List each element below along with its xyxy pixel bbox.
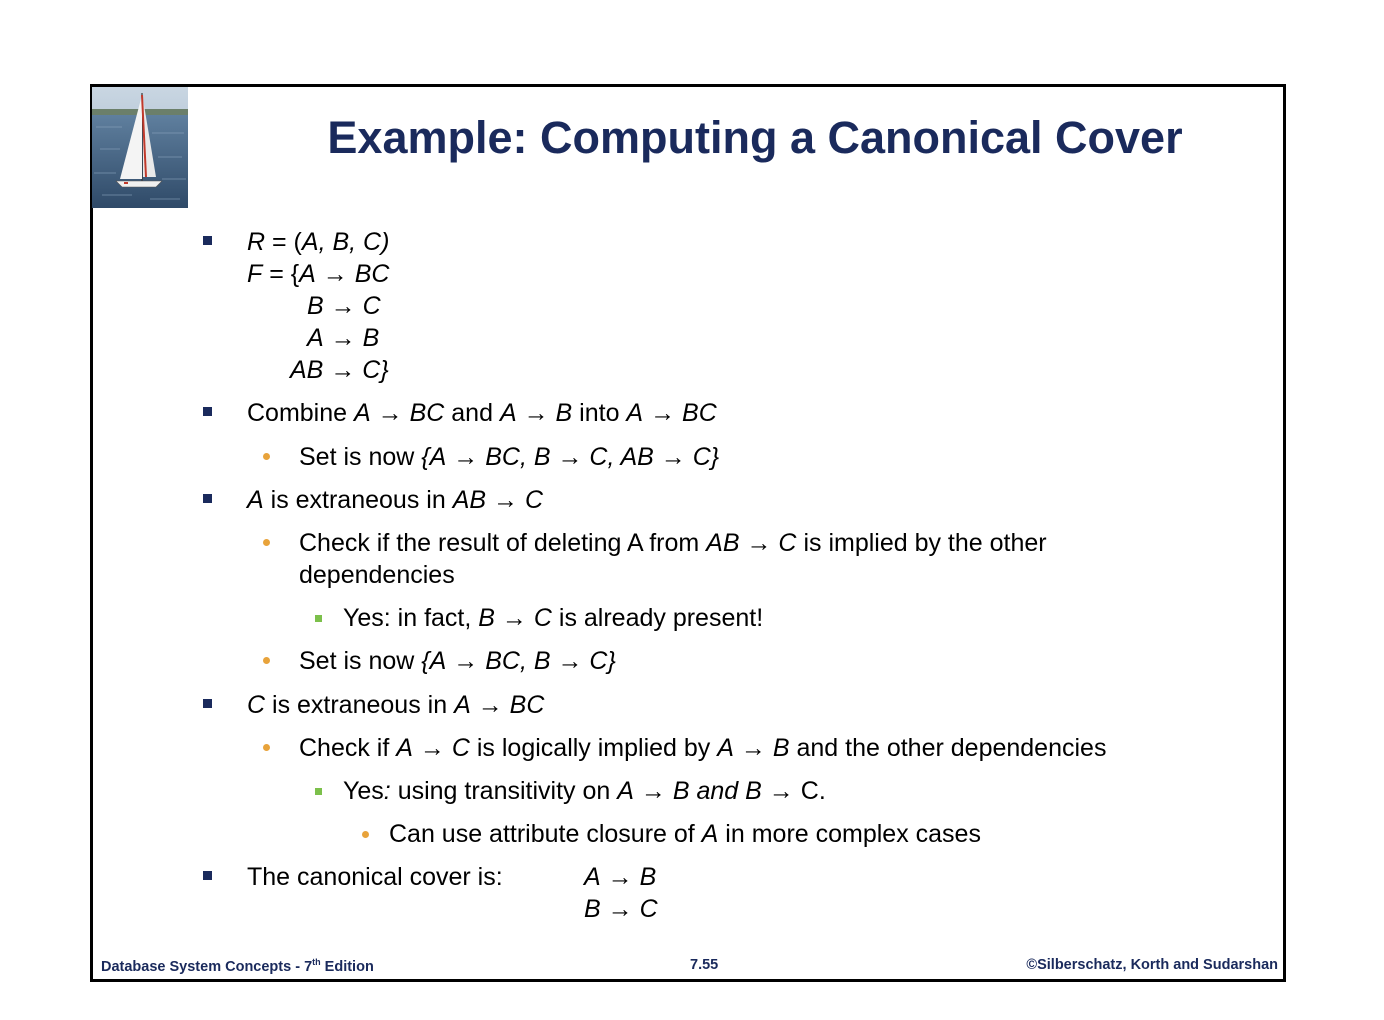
line-check-result-1: Check if the result of deleting A from AB → C is implied by the other [299, 529, 1047, 557]
line-c-extraneous: C is extraneous in A → BC [247, 691, 545, 719]
line-canonical-label: The canonical cover is: [247, 863, 503, 891]
bullet-square [203, 699, 212, 708]
footer-left: Database System Concepts - 7th Edition [101, 957, 374, 975]
line-r-def: R = (A, B, C) [247, 228, 390, 256]
bullet-square [203, 871, 212, 880]
bullet-dot [263, 453, 270, 460]
line-combine: Combine A → BC and A → B into A → BC [247, 399, 717, 427]
line-f-b-c: B → C [307, 292, 381, 320]
slide-title: Example: Computing a Canonical Cover [327, 112, 1183, 163]
bullet-dot [263, 657, 270, 664]
line-set-now-1: Set is now {A → BC, B → C, AB → C} [299, 443, 720, 471]
bullet-dot [362, 831, 369, 838]
line-check-implied: Check if A → C is logically implied by A → B and the other dependencies [299, 734, 1107, 762]
bullet-dot [263, 744, 270, 751]
bullet-dot [263, 539, 270, 546]
bullet-square [203, 236, 212, 245]
line-set-now-2: Set is now {A → BC, B → C} [299, 647, 616, 675]
line-canonical-1: A → B [584, 863, 657, 891]
footer-page-number: 7.55 [690, 957, 719, 973]
bullet-green-square [315, 788, 322, 795]
bullet-square [203, 494, 212, 503]
line-f-a-b: A → B [307, 324, 380, 352]
line-check-result-2: dependencies [299, 561, 455, 589]
line-yes-present: Yes: in fact, B → C is already present! [343, 604, 764, 632]
bullet-green-square [315, 615, 322, 622]
line-f-open: F = {A → BC [247, 260, 390, 288]
line-a-extraneous: A is extraneous in AB → C [247, 486, 544, 514]
line-yes-transitivity: Yes: using transitivity on A → B and B → C. [343, 777, 826, 805]
line-canonical-2: B → C [584, 895, 658, 923]
sailboat-logo [92, 87, 188, 208]
line-f-ab-c: AB → C} [290, 356, 389, 384]
footer-copyright: ©Silberschatz, Korth and Sudarshan [1026, 957, 1278, 973]
bullet-square [203, 407, 212, 416]
line-attr-closure: Can use attribute closure of A in more complex cases [389, 820, 981, 848]
